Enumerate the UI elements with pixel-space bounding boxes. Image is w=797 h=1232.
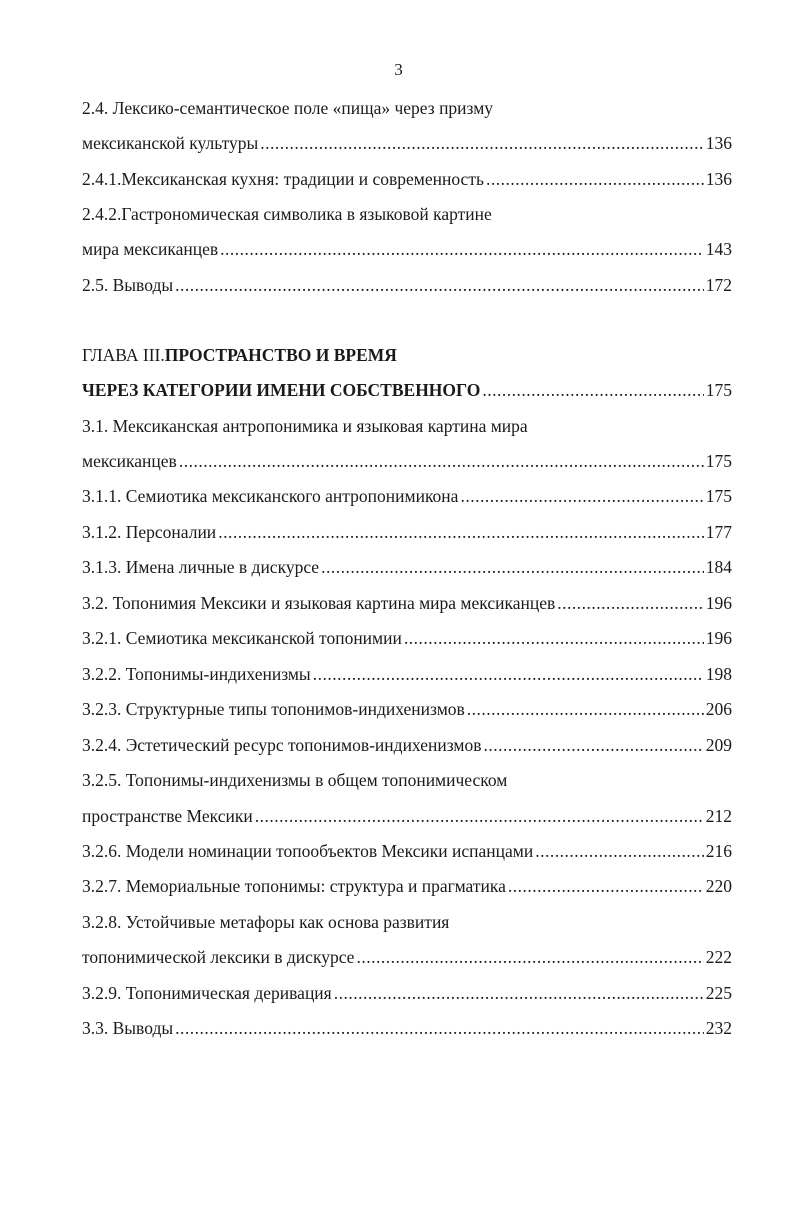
toc-entry-3-1-1 bbox=[82, 486, 732, 510]
toc-page-number: 216 bbox=[705, 841, 732, 861]
toc-page-number: 212 bbox=[705, 806, 732, 826]
chapter-heading-line2 bbox=[82, 380, 732, 404]
toc-page-number: 209 bbox=[705, 735, 732, 755]
toc-page-number: 175 bbox=[705, 451, 732, 471]
toc-entry-3-2-5-line2 bbox=[82, 806, 732, 830]
toc-entry-text: 3.1.3. Имена личные в дискурсе bbox=[82, 557, 320, 577]
toc-page-number: 172 bbox=[705, 275, 732, 295]
toc-entry-text: 3.1. Мексиканская антропонимика и языковая картина мира bbox=[82, 416, 528, 436]
toc-entry-3-2 bbox=[82, 593, 732, 617]
toc-entry-text: 3.2. Топонимия Мексики и языковая картина мира мексиканцев bbox=[82, 593, 556, 613]
dot-leader bbox=[557, 593, 704, 614]
chapter-title: ПРОСТРАНСТВО И ВРЕМЯ bbox=[164, 345, 397, 365]
dot-leader bbox=[535, 841, 704, 862]
toc-page-number: 206 bbox=[705, 699, 732, 719]
toc-entry-3-3 bbox=[82, 1018, 732, 1042]
toc-entry-text: 3.2.8. Устойчивые метафоры как основа развития bbox=[82, 912, 450, 932]
chapter-prefix: ГЛАВА III. bbox=[82, 345, 165, 365]
toc-entry-3-2-5-line1 bbox=[82, 770, 732, 794]
dot-leader bbox=[482, 380, 703, 401]
toc-entry-text: мексиканской культуры bbox=[82, 133, 259, 153]
toc-page-number: 175 bbox=[705, 380, 732, 400]
toc-entry-text: 2.4. Лексико-семантическое поле «пища» через призму bbox=[82, 98, 494, 118]
toc-page-number: 177 bbox=[705, 522, 732, 542]
toc-entry-text: мира мексиканцев bbox=[82, 239, 219, 259]
dot-leader bbox=[175, 275, 704, 296]
dot-leader bbox=[508, 876, 704, 897]
toc-entry-text: 3.2.5. Топонимы-индихенизмы в общем топонимическом bbox=[82, 770, 508, 790]
dot-leader bbox=[220, 239, 704, 260]
dot-leader bbox=[486, 169, 704, 190]
toc-entry-3-2-4 bbox=[82, 735, 732, 759]
toc-page-number: 143 bbox=[705, 239, 732, 259]
toc-page-number: 196 bbox=[705, 593, 732, 613]
toc-entry-text: 2.4.1.Мексиканская кухня: традиции и современность bbox=[82, 169, 484, 189]
dot-leader bbox=[467, 699, 704, 720]
toc-entry-2-4-2-line2 bbox=[82, 239, 732, 263]
dot-leader bbox=[404, 628, 704, 649]
chapter-heading-line1 bbox=[82, 345, 732, 369]
toc-entry-text: мексиканцев bbox=[82, 451, 177, 471]
dot-leader bbox=[179, 451, 704, 472]
toc-page-number: 232 bbox=[705, 1018, 732, 1038]
toc-entry-3-2-8-line2 bbox=[82, 947, 732, 971]
toc-page-number: 184 bbox=[705, 557, 732, 577]
toc-entry-3-2-2 bbox=[82, 664, 732, 688]
toc-entry-text: топонимической лексики в дискурсе bbox=[82, 947, 355, 967]
toc-entry-text: 3.3. Выводы bbox=[82, 1018, 174, 1038]
dot-leader bbox=[484, 735, 704, 756]
toc-entry-text: пространстве Мексики bbox=[82, 806, 253, 826]
dot-leader bbox=[460, 486, 703, 507]
dot-leader bbox=[356, 947, 703, 968]
toc-page-number: 136 bbox=[705, 133, 732, 153]
toc-entry-3-2-8-line1 bbox=[82, 912, 732, 936]
toc-page-number: 196 bbox=[705, 628, 732, 648]
toc-entry-text: 3.2.7. Мемориальные топонимы: структура и прагматика bbox=[82, 876, 506, 896]
page-number: 3 bbox=[394, 60, 403, 79]
dot-leader bbox=[334, 983, 704, 1004]
toc-entry-3-1-2 bbox=[82, 522, 732, 546]
dot-leader bbox=[218, 522, 704, 543]
toc-entry-3-2-6 bbox=[82, 841, 732, 865]
toc-entry-text: 3.2.6. Модели номинации топообъектов Мексики испанцами bbox=[82, 841, 534, 861]
toc-entry-2-4-line2 bbox=[82, 133, 732, 157]
toc-page-number: 225 bbox=[705, 983, 732, 1003]
toc-entry-3-2-3 bbox=[82, 699, 732, 723]
toc-entry-text: 3.2.1. Семиотика мексиканской топонимии bbox=[82, 628, 402, 648]
dot-leader bbox=[255, 806, 704, 827]
toc-entry-3-1-line1 bbox=[82, 416, 732, 440]
toc-page-number: 175 bbox=[705, 486, 732, 506]
toc-entry-text: 2.5. Выводы bbox=[82, 275, 174, 295]
toc-entry-text: 3.1.1. Семиотика мексиканского антропонимикона bbox=[82, 486, 459, 506]
toc-page-number: 198 bbox=[705, 664, 732, 684]
toc-entry-2-5 bbox=[82, 275, 732, 299]
dot-leader bbox=[313, 664, 704, 685]
toc-entry-text: 3.2.4. Эстетический ресурс топонимов-индихенизмов bbox=[82, 735, 482, 755]
toc-page-number: 220 bbox=[705, 876, 732, 896]
toc-entry-3-1-line2 bbox=[82, 451, 732, 475]
dot-leader bbox=[321, 557, 704, 578]
toc-entry-3-1-3 bbox=[82, 557, 732, 581]
toc-entry-2-4-1 bbox=[82, 169, 732, 193]
toc-entry-text: 2.4.2.Гастрономическая символика в языковой картине bbox=[82, 204, 492, 224]
toc-entry-3-2-9 bbox=[82, 983, 732, 1007]
toc-page-number: 136 bbox=[705, 169, 732, 189]
chapter-title: ЧЕРЕЗ КАТЕГОРИИ ИМЕНИ СОБСТВЕННОГО bbox=[82, 380, 481, 400]
toc-page-number: 222 bbox=[705, 947, 732, 967]
toc-entry-text: 3.1.2. Персоналии bbox=[82, 522, 217, 542]
toc-entry-text: 3.2.3. Структурные типы топонимов-индихенизмов bbox=[82, 699, 465, 719]
toc-entry-text: 3.2.9. Топонимическая деривация bbox=[82, 983, 332, 1003]
toc-entry-3-2-7 bbox=[82, 876, 732, 900]
toc-entry-2-4-line1 bbox=[82, 98, 732, 122]
dot-leader bbox=[175, 1018, 704, 1039]
toc-entry-2-4-2-line1 bbox=[82, 204, 732, 228]
toc-entry-text: 3.2.2. Топонимы-индихенизмы bbox=[82, 664, 311, 684]
dot-leader bbox=[260, 133, 704, 154]
toc-entry-3-2-1 bbox=[82, 628, 732, 652]
